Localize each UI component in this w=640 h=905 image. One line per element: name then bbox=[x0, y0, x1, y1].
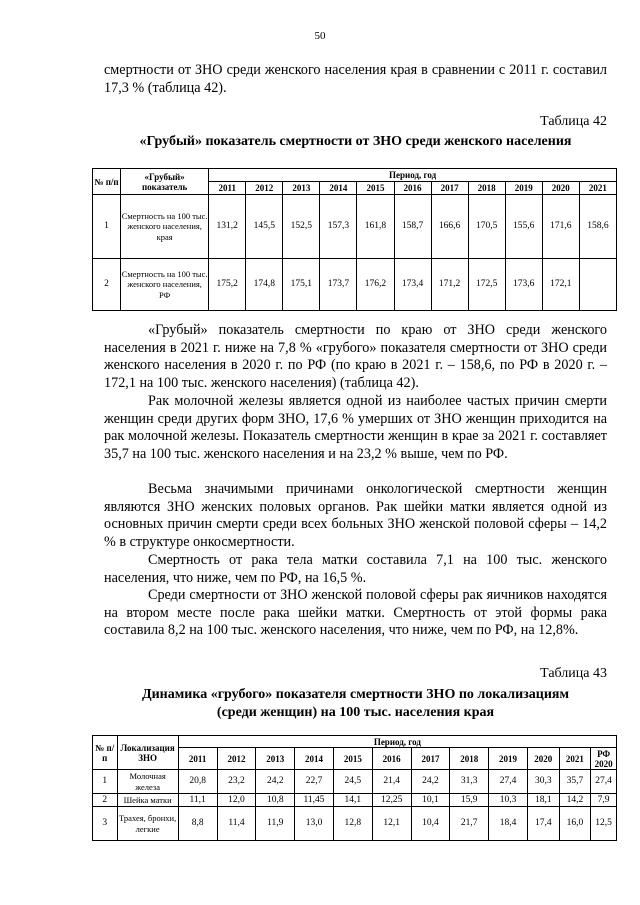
paragraph-ovarian: Среди смертности от ЗНО женской половой сферы рак яичников находятся на втором месте после рака шейки матки. Смертность от этой формы рака составила 8,2 на 100 тыс. женского населения, что ниже, чем по РФ, на 12,8%. bbox=[104, 587, 607, 639]
table-cell: 12,25 bbox=[372, 794, 411, 807]
year-header: 2020 bbox=[527, 748, 559, 770]
table-cell: 174,8 bbox=[246, 259, 283, 311]
table-cell: 175,1 bbox=[283, 259, 320, 311]
year-header: 2011 bbox=[209, 182, 246, 195]
table-cell: 18,1 bbox=[527, 794, 559, 807]
table-cell: 14,1 bbox=[333, 794, 372, 807]
table-cell: 24,2 bbox=[256, 770, 295, 794]
table-cell: 11,1 bbox=[178, 794, 217, 807]
table-cell: 21,7 bbox=[450, 807, 489, 841]
year-header: 2020 bbox=[542, 182, 579, 195]
table-cell: 24,5 bbox=[333, 770, 372, 794]
table-cell: 23,2 bbox=[217, 770, 256, 794]
table-cell: 145,5 bbox=[246, 195, 283, 259]
page-number: 50 bbox=[314, 30, 326, 42]
table-cell: 11,4 bbox=[217, 807, 256, 841]
year-header: 2012 bbox=[246, 182, 283, 195]
year-header: 2018 bbox=[468, 182, 505, 195]
table-row bbox=[93, 794, 617, 807]
table-cell: 13,0 bbox=[295, 807, 334, 841]
table-cell: 18,4 bbox=[489, 807, 528, 841]
col-num-header: № п/п bbox=[93, 169, 121, 195]
table-cell: 173,7 bbox=[320, 259, 357, 311]
year-header: 2013 bbox=[256, 748, 295, 770]
period-header: Период, год bbox=[209, 169, 617, 182]
table-42-label: Таблица 42 bbox=[540, 114, 607, 129]
table-cell: 16,0 bbox=[559, 807, 591, 841]
year-header: 2017 bbox=[411, 748, 450, 770]
table-cell: 171,2 bbox=[431, 259, 468, 311]
table-cell: 27,4 bbox=[591, 770, 617, 794]
col-localization-header: Локализация ЗНО bbox=[117, 736, 178, 770]
paragraph-breast-cancer: Рак молочной железы является одной из наиболее частых причин смерти женщин среди других форм ЗНО, 17,6 % умерших от ЗНО женщин приходится на рак молочной железы. Показатель смертности женщин в крае за 2021 г. составляет 35,7 на 100 тыс. женского населения и на 23,2 % выше, чем по РФ. bbox=[104, 393, 607, 462]
row-number: 2 bbox=[93, 794, 118, 807]
row-label: Шейка матки bbox=[117, 794, 178, 807]
year-header: 2021 bbox=[579, 182, 616, 195]
row-number: 2 bbox=[93, 259, 121, 311]
table-cell: 30,3 bbox=[527, 770, 559, 794]
row-number: 1 bbox=[93, 770, 118, 794]
table-cell: 10,8 bbox=[256, 794, 295, 807]
col-num-header: № п/п bbox=[93, 736, 118, 770]
year-header: 2014 bbox=[295, 748, 334, 770]
table-43-title-line1: Динамика «грубого» показателя смертности ЗНО по локализациям bbox=[141, 687, 570, 702]
row-number: 1 bbox=[93, 195, 121, 259]
row-number: 3 bbox=[93, 807, 118, 841]
table-cell: 155,6 bbox=[505, 195, 542, 259]
table-cell: 11,45 bbox=[295, 794, 334, 807]
paragraph-intro: смертности от ЗНО среди женского населения края в сравнении с 2011 г. составил 17,3 % (таблица 42). bbox=[104, 62, 607, 96]
table-cell: 12,5 bbox=[591, 807, 617, 841]
table-cell: 31,3 bbox=[450, 770, 489, 794]
table-cell: 27,4 bbox=[489, 770, 528, 794]
table-cell: 12,0 bbox=[217, 794, 256, 807]
table-cell: 10,3 bbox=[489, 794, 528, 807]
period-header: Период, год bbox=[178, 736, 616, 748]
table-cell: 12,8 bbox=[333, 807, 372, 841]
year-header: 2012 bbox=[217, 748, 256, 770]
year-header: 2016 bbox=[394, 182, 431, 195]
year-header: 2021 bbox=[559, 748, 591, 770]
table-cell: 173,6 bbox=[505, 259, 542, 311]
paragraph-comparison: «Грубый» показатель смертности по краю от ЗНО среди женского населения в 2021 г. ниже на 7,8 % «грубого» показателя смертности от ЗНО среди женского населения в 2020 г. по РФ (по краю в 2021 г. – 158,6, по РФ в 2020 г. – 172,1 на 100 тыс. женского населения) (таблица 42). bbox=[104, 322, 607, 391]
table-cell: 131,2 bbox=[209, 195, 246, 259]
table-cell: 176,2 bbox=[357, 259, 394, 311]
table-cell: 14,2 bbox=[559, 794, 591, 807]
row-label: Смертность на 100 тыс. женского населения, РФ bbox=[121, 259, 209, 311]
table-row bbox=[93, 807, 617, 841]
table-cell: 11,9 bbox=[256, 807, 295, 841]
table-cell: 158,6 bbox=[579, 195, 616, 259]
year-header: 2019 bbox=[505, 182, 542, 195]
table-cell: 10,1 bbox=[411, 794, 450, 807]
table-cell bbox=[579, 259, 616, 311]
table-42 bbox=[92, 168, 617, 311]
year-header: 2014 bbox=[320, 182, 357, 195]
year-header: 2011 bbox=[178, 748, 217, 770]
row-label: Смертность на 100 тыс. женского населения, края bbox=[121, 195, 209, 259]
table-cell: 35,7 bbox=[559, 770, 591, 794]
table-cell: 152,5 bbox=[283, 195, 320, 259]
table-cell: 22,7 bbox=[295, 770, 334, 794]
year-header: 2015 bbox=[333, 748, 372, 770]
year-header: 2016 bbox=[372, 748, 411, 770]
table-43 bbox=[92, 735, 617, 841]
table-cell: 15,9 bbox=[450, 794, 489, 807]
table-43-title-line2: (среди женщин) на 100 тыс. населения края bbox=[216, 705, 495, 720]
paragraph-genital-organs: Весьма значимыми причинами онкологической смертности женщин являются ЗНО женских половых органов. Рак шейки матки является одной из основных причин смерти среди всех больных ЗНО женской половой сферы – 14,2 % в структуре онкосмертности. bbox=[104, 481, 607, 550]
year-header-rf: РФ 2020 bbox=[591, 748, 617, 770]
table-cell: 24,2 bbox=[411, 770, 450, 794]
table-cell: 172,1 bbox=[542, 259, 579, 311]
year-header: 2018 bbox=[450, 748, 489, 770]
year-header: 2019 bbox=[489, 748, 528, 770]
table-cell: 173,4 bbox=[394, 259, 431, 311]
table-cell: 158,7 bbox=[394, 195, 431, 259]
table-cell: 166,6 bbox=[431, 195, 468, 259]
table-cell: 157,3 bbox=[320, 195, 357, 259]
table-cell: 10,4 bbox=[411, 807, 450, 841]
table-cell: 8,8 bbox=[178, 807, 217, 841]
table-43-label: Таблица 43 bbox=[540, 666, 607, 681]
table-cell: 21,4 bbox=[372, 770, 411, 794]
table-row bbox=[93, 770, 617, 794]
table-cell: 12,1 bbox=[372, 807, 411, 841]
table-42-title: «Грубый» показатель смертности от ЗНО среди женского населения bbox=[139, 134, 572, 149]
table-cell: 171,6 bbox=[542, 195, 579, 259]
table-row bbox=[93, 259, 617, 311]
row-label: Трахея, бронхи, легкие bbox=[117, 807, 178, 841]
table-row bbox=[93, 195, 617, 259]
year-header: 2013 bbox=[283, 182, 320, 195]
year-header: 2015 bbox=[357, 182, 394, 195]
table-cell: 7,9 bbox=[591, 794, 617, 807]
table-cell: 17,4 bbox=[527, 807, 559, 841]
col-indicator-header: «Грубый» показатель bbox=[121, 169, 209, 195]
year-header: 2017 bbox=[431, 182, 468, 195]
table-cell: 175,2 bbox=[209, 259, 246, 311]
table-cell: 161,8 bbox=[357, 195, 394, 259]
row-label: Молочная железа bbox=[117, 770, 178, 794]
paragraph-uterine-body: Смертность от рака тела матки составила 7,1 на 100 тыс. женского населения, что ниже, чем по РФ, на 16,5 %. bbox=[104, 552, 607, 586]
table-cell: 20,8 bbox=[178, 770, 217, 794]
table-cell: 170,5 bbox=[468, 195, 505, 259]
table-cell: 172,5 bbox=[468, 259, 505, 311]
